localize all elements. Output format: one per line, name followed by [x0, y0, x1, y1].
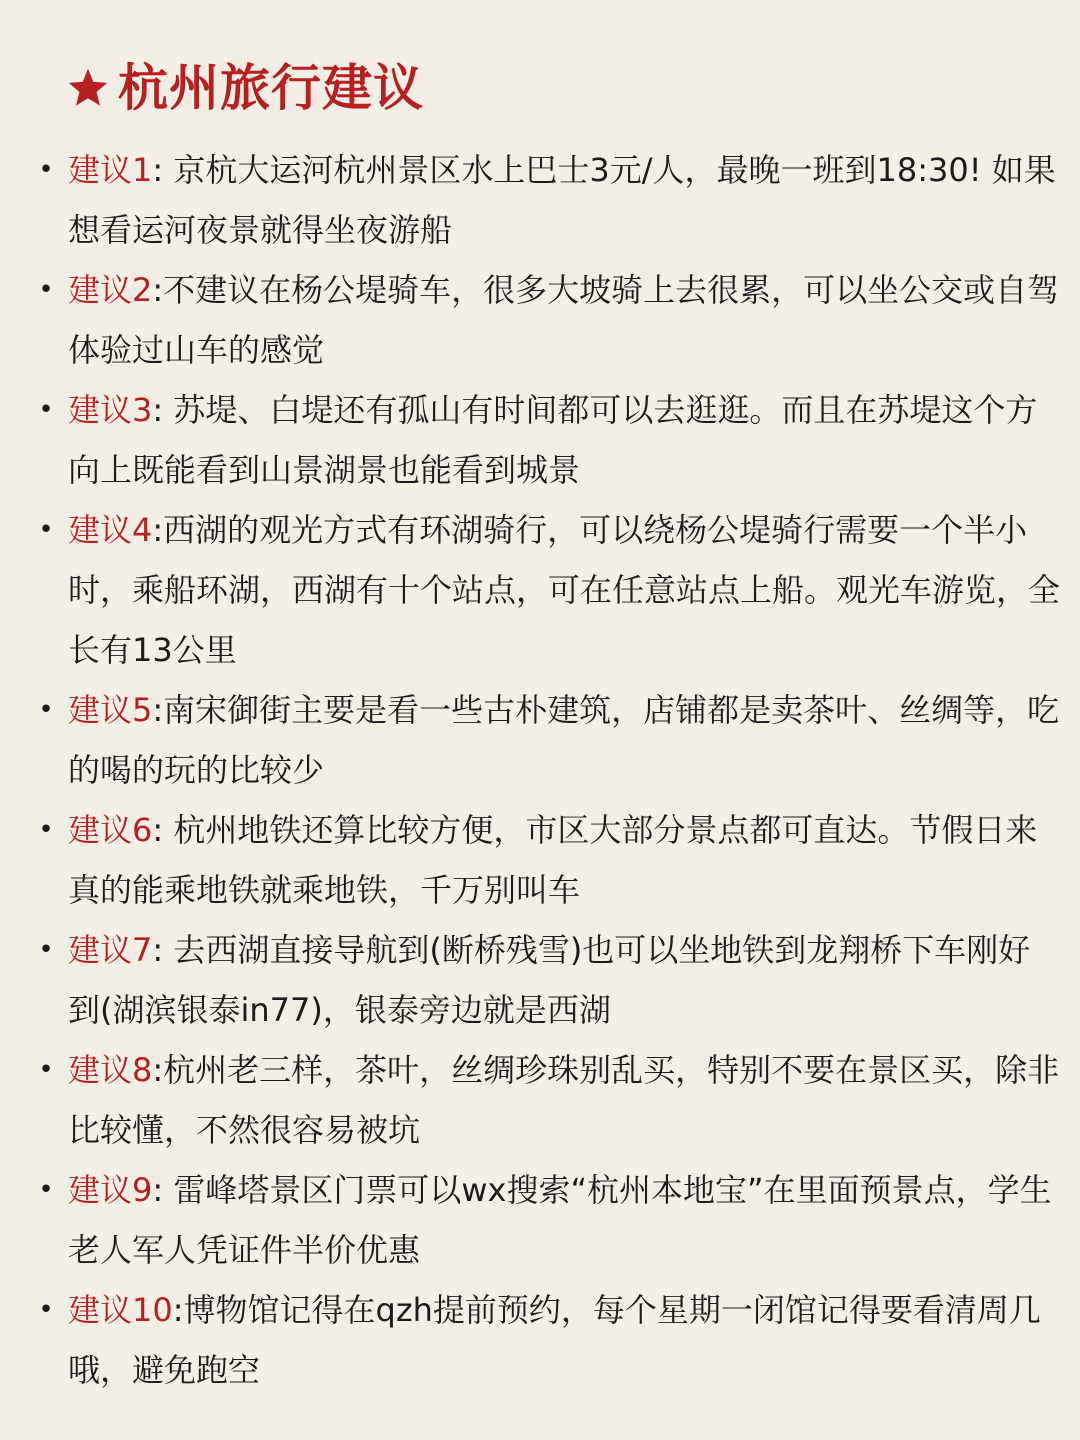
tip-label: 建议4 [68, 511, 153, 549]
bullet-dot: • [38, 515, 54, 545]
bullet-dot: • [38, 935, 54, 965]
bullet-dot: • [38, 275, 54, 305]
tip-label: 建议3 [68, 391, 153, 429]
page-title: 杭州旅行建议 [118, 59, 424, 117]
bullet-dot: • [38, 815, 54, 845]
tips-list [30, 140, 1060, 1400]
tip-text: : 杭州地铁还算比较方便，市区大部分景点都可直达。节假日来真的能乘地铁就乘地铁，千万别叫车 [68, 811, 1038, 909]
tip-text: : 去西湖直接导航到(断桥残雪)也可以坐地铁到龙翔桥下车刚好到(湖滨银泰in77)，银泰旁边就是西湖 [68, 931, 1031, 1029]
list-item [30, 920, 1060, 1040]
tip-text: :南宋御街主要是看一些古朴建筑，店铺都是卖茶叶、丝绸等，吃的喝的玩的比较少 [68, 691, 1060, 789]
tip-label: 建议5 [68, 691, 153, 729]
title-row [66, 52, 1060, 124]
bullet-dot: • [38, 395, 54, 425]
tip-label: 建议2 [68, 271, 153, 309]
tip-text: :博物馆记得在qzh提前预约，每个星期一闭馆记得要看清周几哦，避免跑空 [68, 1291, 1041, 1389]
tip-text: : 雷峰塔景区门票可以wx搜索“杭州本地宝”在里面预景点，学生老人军人凭证件半价优惠 [68, 1171, 1052, 1269]
tip-label: 建议6 [68, 811, 153, 849]
bullet-dot: • [38, 695, 54, 725]
tip-label: 建议1 [68, 151, 153, 189]
tip-label: 建议9 [68, 1171, 153, 1209]
tip-label: 建议10 [68, 1291, 173, 1329]
tip-label: 建议8 [68, 1051, 153, 1089]
bullet-dot: • [38, 155, 54, 185]
tip-text: :不建议在杨公堤骑车，很多大坡骑上去很累，可以坐公交或自驾体验过山车的感觉 [68, 271, 1060, 369]
bullet-dot: • [38, 1055, 54, 1085]
tip-text: :杭州老三样，茶叶，丝绸珍珠别乱买，特别不要在景区买，除非比较懂，不然很容易被坑 [68, 1051, 1060, 1149]
tip-text: : 苏堤、白堤还有孤山有时间都可以去逛逛。而且在苏堤这个方向上既能看到山景湖景也能看到城景 [68, 391, 1038, 489]
star-icon [66, 66, 110, 110]
list-item [30, 680, 1060, 800]
list-item [30, 260, 1060, 380]
list-item [30, 1280, 1060, 1400]
list-item [30, 1040, 1060, 1160]
list-item [30, 380, 1060, 500]
bullet-dot: • [38, 1295, 54, 1325]
tip-label: 建议7 [68, 931, 153, 969]
tip-text: :西湖的观光方式有环湖骑行，可以绕杨公堤骑行需要一个半小时，乘船环湖，西湖有十个站点，可在任意站点上船。观光车游览，全长有13公里 [68, 511, 1061, 669]
bullet-dot: • [38, 1175, 54, 1205]
list-item [30, 140, 1060, 260]
list-item [30, 500, 1060, 680]
list-item [30, 800, 1060, 920]
list-item [30, 1160, 1060, 1280]
tip-text: : 京杭大运河杭州景区水上巴士3元/人，最晚一班到18:30! 如果想看运河夜景就得坐夜游船 [68, 151, 1056, 249]
